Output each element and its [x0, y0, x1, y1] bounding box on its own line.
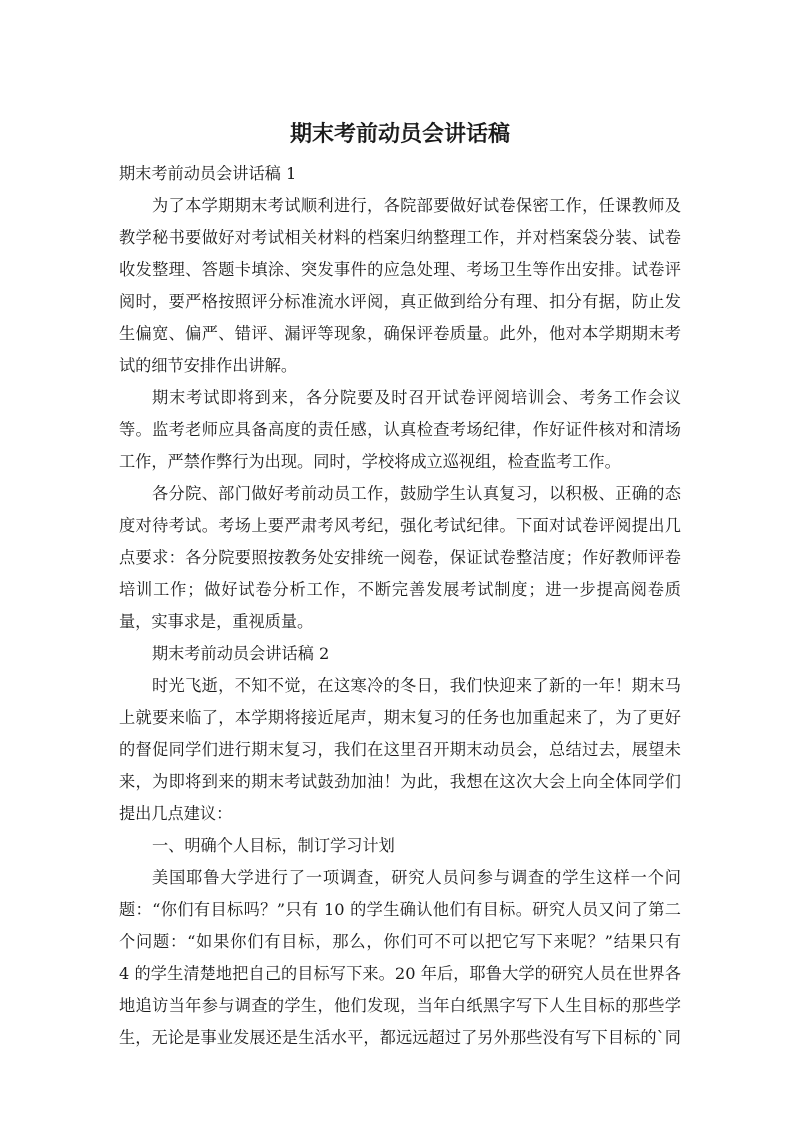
text-line: 时光飞逝，不知不觉，在这寒冷的冬日，我们快迎来了新的一年！期末马: [152, 676, 681, 695]
text-line: 的督促同学们进行期末复习，我们在这里召开期末动员会，总结过去，展望未: [119, 740, 681, 759]
text-line: 工作，严禁作弊行为出现。同时，学校将成立巡视组，检查监考工作。: [119, 452, 621, 471]
text-line: 提出几点建议：: [119, 804, 233, 823]
text-line: 地追访当年参与调查的学生，他们发现，当年白纸黑字写下人生目标的那些学: [119, 996, 681, 1015]
section-heading-2: 期末考前动员会讲话稿 2: [152, 644, 330, 663]
paragraph-4: [119, 670, 681, 830]
paragraph-5: [119, 862, 681, 1054]
text-line: 上就要来临了，本学期将接近尾声，期末复习的任务也加重起来了，为了更好: [119, 708, 681, 727]
text-line: 来，为即将到来的期末考试鼓劲加油！为此，我想在这次大会上向全体同学们: [119, 772, 681, 791]
text-line: 量，实事求是，重视质量。: [119, 612, 314, 631]
text-line: 试的细节安排作出讲解。: [119, 356, 298, 375]
text-line: 培训工作；做好试卷分析工作，不断完善发展考试制度；进一步提高阅卷质: [119, 580, 681, 599]
subsection-heading: 一、明确个人目标，制订学习计划: [152, 836, 395, 855]
text-line: 个问题：“如果你们有目标，那么，你们可不可以把它写下来呢？”结果只有: [119, 932, 681, 951]
paragraph-2: [119, 382, 681, 478]
text-line: 等。监考老师应具备高度的责任感，认真检查考场纪律，作好证件核对和清场: [119, 420, 681, 439]
text-line: 为了本学期期末考试顺利进行，各院部要做好试卷保密工作，任课教师及: [152, 196, 681, 215]
paragraph-3: [119, 478, 681, 638]
document-body: [119, 158, 681, 1054]
text-line: 生偏宽、偏严、错评、漏评等现象，确保评卷质量。此外，他对本学期期末考: [119, 324, 681, 343]
text-line: 各分院、部门做好考前动员工作，鼓励学生认真复习，以积极、正确的态: [152, 484, 681, 503]
text-line: 期末考试即将到来，各分院要及时召开试卷评阅培训会、考务工作会议: [152, 388, 681, 407]
text-line: 美国耶鲁大学进行了一项调查，研究人员问参与调查的学生这样一个问: [152, 868, 681, 887]
paragraph-1: [119, 190, 681, 382]
text-line: 点要求：各分院要照按教务处安排统一阅卷，保证试卷整洁度；作好教师评卷: [119, 548, 681, 567]
text-line: 4 的学生清楚地把自己的目标写下来。20 年后，耶鲁大学的研究人员在世界各: [119, 964, 681, 983]
text-line: 教学秘书要做好对考试相关材料的档案归纳整理工作，并对档案袋分装、试卷: [119, 228, 681, 247]
text-line: 题：“你们有目标吗？”只有 10 的学生确认他们有目标。研究人员又问了第二: [119, 900, 681, 919]
text-line: 度对待考试。考场上要严肃考风考纪，强化考试纪律。下面对试卷评阅提出几: [119, 516, 681, 535]
text-line: 阅时，要严格按照评分标准流水评阅，真正做到给分有理、扣分有据，防止发: [119, 292, 681, 311]
section-heading-1: 期末考前动员会讲话稿 1: [119, 164, 297, 183]
text-line: 收发整理、答题卡填涂、突发事件的应急处理、考场卫生等作出安排。试卷评: [119, 260, 681, 279]
document-title: 期末考前动员会讲话稿: [289, 122, 510, 147]
text-line: 生，无论是事业发展还是生活水平，都远远超过了另外那些没有写下目标的`同: [119, 1028, 681, 1047]
